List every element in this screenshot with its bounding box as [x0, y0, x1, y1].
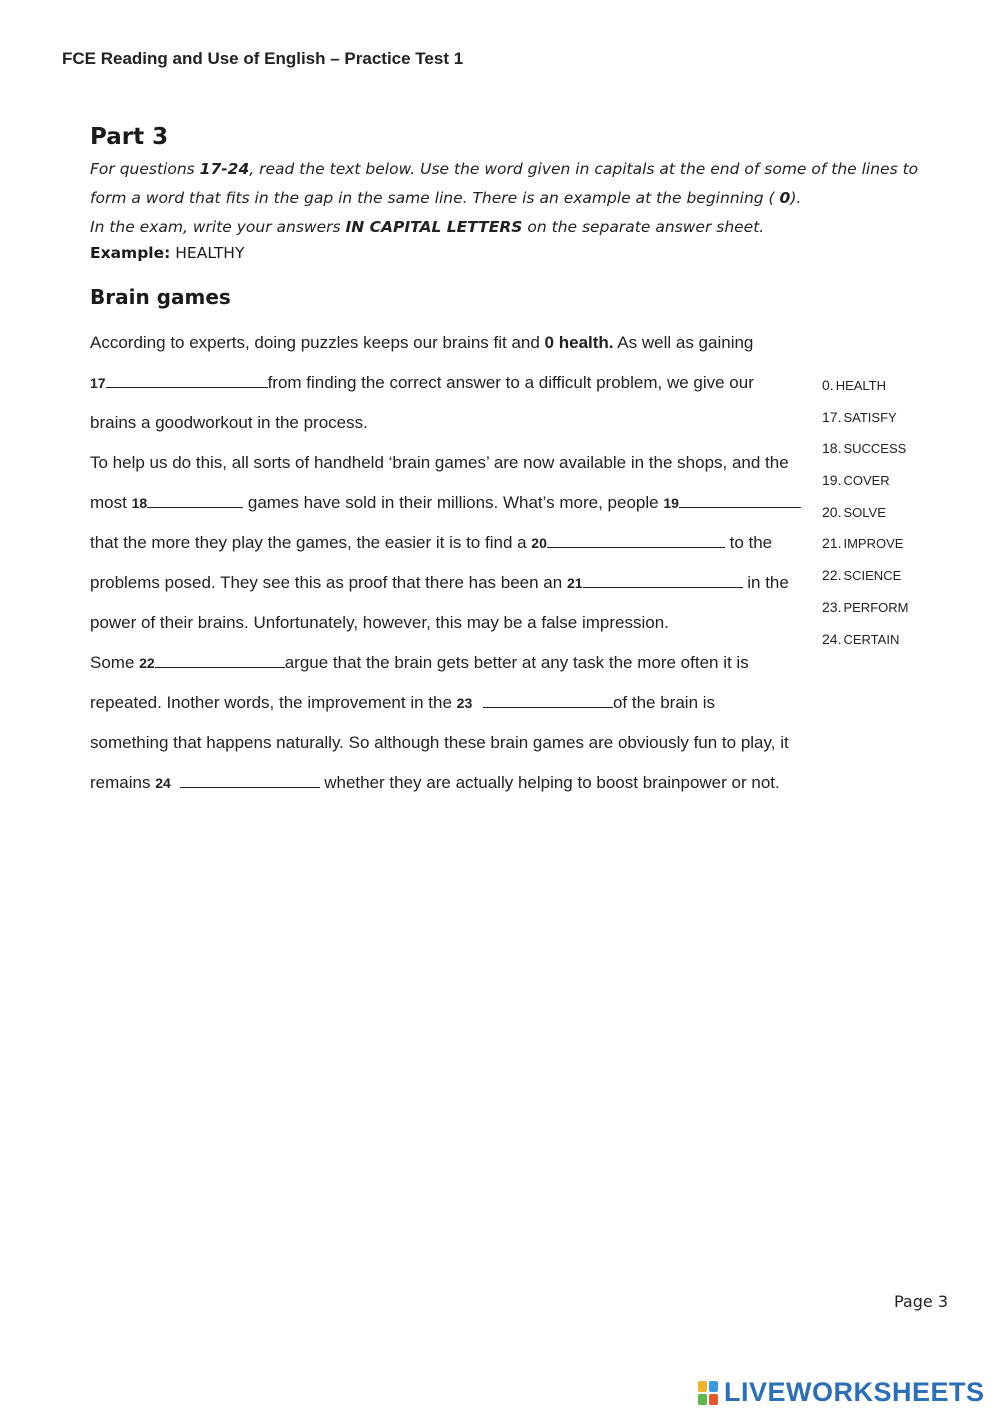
- instr-question-range: 17-24: [199, 160, 250, 178]
- passage-line-4: To help us do this, all sorts of handheld ‘brain games’ are now available in the shops, and the: [90, 453, 789, 472]
- gap-number-17: 17: [90, 375, 106, 391]
- instr-text: ).: [790, 189, 802, 207]
- passage-text: whether they are actually helping to boost brainpower or not.: [319, 773, 780, 792]
- instr-text: For questions: [90, 160, 200, 178]
- instr-text: on the separate answer sheet.: [522, 218, 765, 236]
- passage-line-12: [90, 773, 780, 793]
- logo-text: LIVEWORKSHEETS: [724, 1377, 985, 1407]
- word-list-item: [822, 565, 908, 597]
- passage-line-11: something that happens naturally. So although these brain games are obviously fun to play, it: [90, 733, 789, 752]
- word-list-item: [822, 629, 908, 661]
- gap-number-22: 22: [139, 655, 155, 671]
- gap-18-input[interactable]: [147, 506, 243, 508]
- gap-24-input[interactable]: [180, 786, 320, 788]
- part-title: Part 3: [90, 124, 169, 150]
- passage-text: from finding the correct answer to a difficult problem, we give our: [267, 373, 754, 392]
- gap-19-input[interactable]: [679, 506, 801, 508]
- word-list-word: CERTAIN: [843, 631, 900, 647]
- instr-capitals: IN CAPITAL LETTERS: [345, 218, 523, 236]
- passage-line-8: power of their brains. Unfortunately, however, this may be a false impression.: [90, 613, 669, 632]
- text-title: Brain games: [90, 285, 231, 309]
- word-list-num: 18.: [822, 440, 842, 457]
- liveworksheets-logo-icon: [698, 1380, 720, 1406]
- passage-text: of the brain is: [612, 693, 716, 712]
- instr-text: In the exam, write your answers: [90, 218, 346, 236]
- word-list-item: [822, 407, 908, 439]
- passage-text: that the more they play the games, the easier it is to find a: [90, 533, 532, 552]
- page-number: Page 3: [894, 1292, 948, 1311]
- word-list-word: SUCCESS: [843, 441, 907, 457]
- gap-number-20: 20: [531, 535, 547, 551]
- liveworksheets-logo[interactable]: [698, 1377, 985, 1408]
- example-value: HEALTHY: [175, 244, 245, 262]
- gap-20-input[interactable]: [547, 546, 725, 548]
- passage-text: most: [90, 493, 132, 512]
- word-list-num: 20.: [822, 503, 842, 520]
- word-list-word: IMPROVE: [843, 536, 904, 552]
- example-label: Example:: [90, 244, 171, 262]
- word-list-word: HEALTH: [835, 378, 887, 393]
- passage-line-5: [90, 493, 801, 513]
- passage-text: repeated. Inother words, the improvement in the: [90, 693, 457, 712]
- passage-line-6: [90, 533, 772, 553]
- passage-text: to the: [724, 533, 773, 552]
- passage-line-1: [90, 333, 753, 353]
- passage-text: games have sold in their millions. What’s more, people: [243, 493, 664, 512]
- instr-example-num: 0: [779, 189, 791, 207]
- word-list-num: 0.: [822, 377, 834, 393]
- passage-line-10: [90, 693, 715, 713]
- word-list-word: SCIENCE: [843, 568, 902, 584]
- passage-line-9: [90, 653, 749, 673]
- gap-23-input[interactable]: [483, 706, 613, 708]
- word-list-item: [822, 533, 908, 565]
- word-list-item: [822, 438, 908, 470]
- word-list-item: [822, 597, 908, 629]
- gap-21-input[interactable]: [583, 586, 743, 588]
- passage-text: problems posed. They see this as proof that there has been an: [90, 573, 567, 592]
- gap-number-23: 23: [456, 695, 473, 711]
- instructions-line-2: [90, 189, 801, 207]
- word-list-word: PERFORM: [843, 599, 909, 615]
- word-list-num: 22.: [822, 567, 842, 584]
- passage-text: As well as gaining: [613, 333, 754, 352]
- word-list-word: SATISFY: [843, 409, 897, 425]
- passage-text: in the: [742, 573, 789, 592]
- passage-line-7: [90, 573, 789, 593]
- document-header: FCE Reading and Use of English – Practice Test 1: [62, 49, 464, 68]
- passage-text: remains: [90, 773, 156, 792]
- gap-17-input[interactable]: [106, 386, 268, 388]
- gap-number-18: 18: [131, 495, 148, 511]
- instructions-line-3: [90, 218, 764, 236]
- word-list-num: 23.: [822, 598, 842, 615]
- word-list-item: [822, 375, 908, 407]
- instructions-line-1: [90, 160, 918, 178]
- gap-number-21: 21: [566, 575, 583, 591]
- word-list-item: [822, 470, 908, 502]
- passage-line-2: [90, 373, 754, 393]
- word-list-word: COVER: [843, 473, 890, 489]
- gap-number-24: 24: [155, 775, 171, 791]
- word-list-num: 21.: [822, 535, 842, 552]
- word-list-num: 24.: [822, 630, 842, 647]
- word-list: [822, 375, 908, 660]
- word-list-item: [822, 502, 908, 534]
- instr-text: , read the text below. Use the word given in capitals at the end of some of the lines to: [249, 160, 919, 178]
- gap-22-input[interactable]: [155, 666, 285, 668]
- gap-number-19: 19: [663, 495, 679, 511]
- passage-line-3: brains a goodworkout in the process.: [90, 413, 368, 432]
- passage-text: According to experts, doing puzzles keeps our brains fit and: [90, 333, 545, 352]
- passage-text: argue that the brain gets better at any task the more often it is: [284, 653, 749, 672]
- example-answer: 0 health.: [544, 333, 614, 352]
- example: [90, 244, 244, 262]
- word-list-word: SOLVE: [843, 504, 886, 520]
- passage-text: Some: [90, 653, 140, 672]
- word-list-num: 17.: [822, 408, 842, 425]
- instr-text: form a word that fits in the gap in the same line. There is an example at the beginning (: [90, 189, 780, 207]
- word-list-num: 19.: [822, 472, 842, 489]
